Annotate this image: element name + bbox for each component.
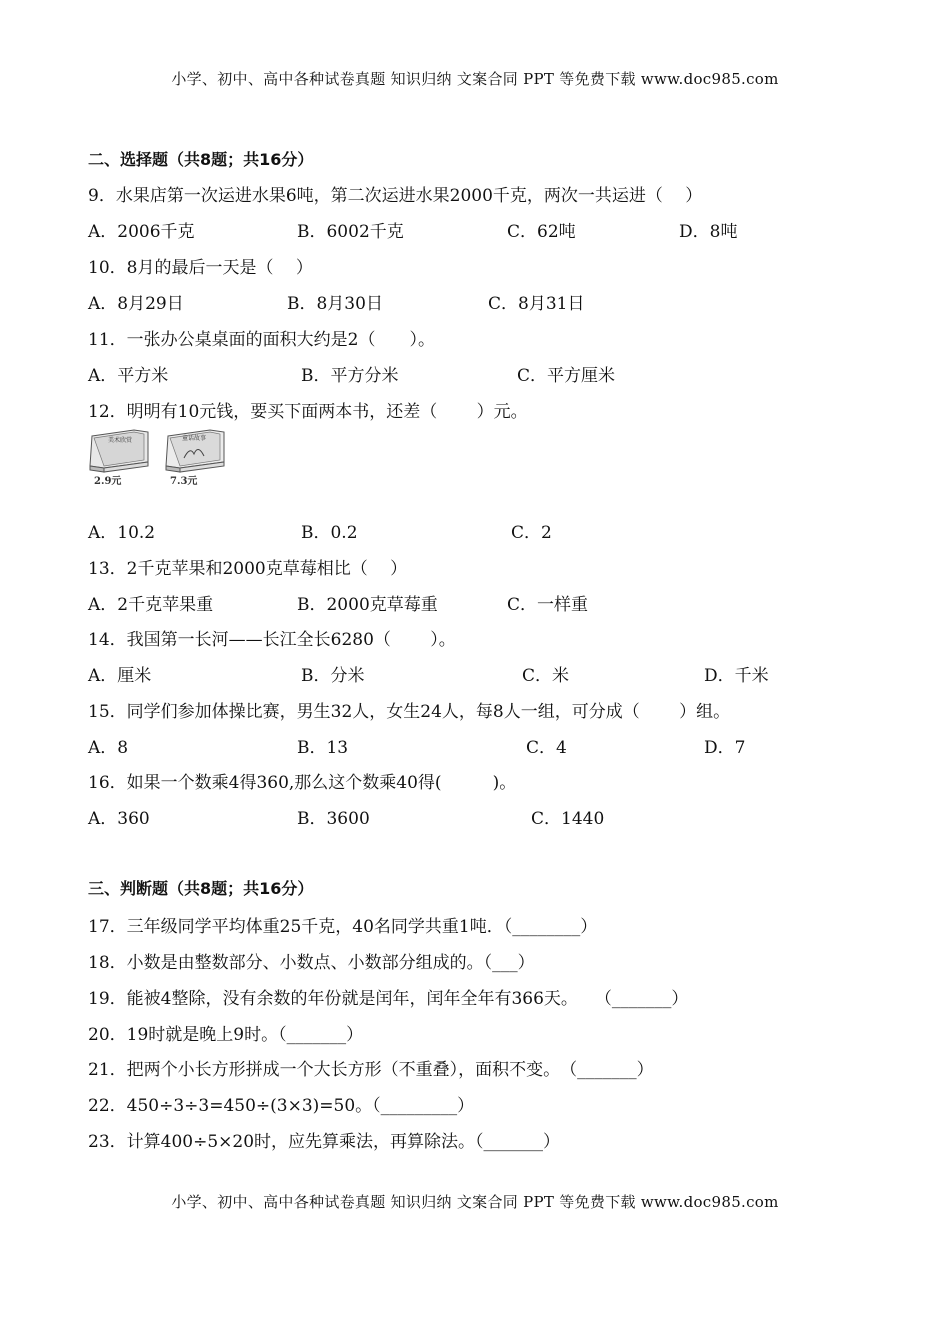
q10-option-a: A．8月29日 bbox=[88, 294, 184, 314]
page-header: 小学、初中、高中各种试卷真题 知识归纳 文案合同 PPT 等免费下载 www.doc985.com bbox=[171, 70, 779, 88]
section-title-choice: 二、选择题（共8题；共16分） bbox=[88, 150, 314, 169]
q9-option-b: B．6002千克 bbox=[297, 222, 404, 242]
q13-option-b: B．2000克草莓重 bbox=[297, 595, 438, 615]
q16-option-a: A．360 bbox=[88, 809, 150, 829]
q15-option-d: D．7 bbox=[704, 738, 746, 758]
q15-option-b: B．13 bbox=[297, 738, 349, 758]
question-21: 21．把两个小长方形拼成一个大长方形（不重叠），面积不变。 （_______） bbox=[88, 1060, 654, 1080]
q10-option-b: B．8月30日 bbox=[287, 294, 383, 314]
question-14: 14．我国第一长河——长江全长6280（ ）。 bbox=[88, 630, 456, 650]
question-10: 10．8月的最后一天是（ ） bbox=[88, 258, 313, 278]
q11-option-c: C．平方厘米 bbox=[517, 366, 616, 386]
q9-option-c: C．62吨 bbox=[507, 222, 576, 242]
book-1-title: 美术欣赏 bbox=[108, 437, 133, 444]
question-17: 17．三年级同学平均体重25千克，40名同学共重1吨．（________） bbox=[88, 917, 598, 937]
q12-option-c: C．2 bbox=[511, 523, 552, 543]
q14-option-c: C．米 bbox=[522, 666, 570, 686]
q13-option-c: C．一样重 bbox=[507, 595, 589, 615]
q16-option-b: B．3600 bbox=[297, 809, 370, 829]
q10-option-c: C．8月31日 bbox=[488, 294, 585, 314]
q9-option-a: A．2006千克 bbox=[88, 222, 195, 242]
question-18: 18．小数是由整数部分、小数点、小数部分组成的。（___） bbox=[88, 953, 535, 973]
question-20: 20．19时就是晚上9时。（_______） bbox=[88, 1025, 364, 1045]
question-16: 16．如果一个数乘4得360,那么这个数乘40得( )。 bbox=[88, 773, 517, 793]
q14-option-b: B．分米 bbox=[301, 666, 365, 686]
book-1-price: 2.9元 bbox=[94, 476, 122, 487]
book-art-appreciation-icon bbox=[90, 430, 148, 472]
question-23: 23．计算400÷5×20时，应先算乘法，再算除法。（_______） bbox=[88, 1132, 561, 1152]
question-12: 12．明明有10元钱，要买下面两本书，还差（ ）元。 bbox=[88, 402, 528, 422]
section-title-judgement: 三、判断题（共8题；共16分） bbox=[88, 879, 314, 898]
q11-option-b: B．平方分米 bbox=[301, 366, 399, 386]
question-9: 9．水果店第一次运进水果6吨，第二次运进水果2000千克，两次一共运进（ ） bbox=[88, 186, 703, 206]
q14-option-a: A．厘米 bbox=[88, 666, 152, 686]
book-illustration bbox=[86, 426, 236, 490]
q14-option-d: D．千米 bbox=[704, 666, 769, 686]
page-footer: 小学、初中、高中各种试卷真题 知识归纳 文案合同 PPT 等免费下载 www.doc985.com bbox=[171, 1193, 779, 1211]
q16-option-c: C．1440 bbox=[531, 809, 605, 829]
q13-option-a: A．2千克苹果重 bbox=[88, 595, 214, 615]
question-15: 15．同学们参加体操比赛，男生32人，女生24人，每8人一组，可分成（ ）组。 bbox=[88, 702, 731, 722]
book-2-price: 7.3元 bbox=[170, 476, 198, 487]
question-19: 19．能被4整除，没有余数的年份就是闰年，闰年全年有366天。 （_______） bbox=[88, 989, 689, 1009]
q9-option-d: D．8吨 bbox=[679, 222, 738, 242]
q15-option-c: C．4 bbox=[526, 738, 567, 758]
q11-option-a: A．平方米 bbox=[88, 366, 169, 386]
question-11: 11．一张办公桌桌面的面积大约是2（ ）。 bbox=[88, 330, 435, 350]
question-13: 13．2千克苹果和2000克草莓相比（ ） bbox=[88, 559, 408, 579]
q12-option-b: B．0.2 bbox=[301, 523, 358, 543]
q15-option-a: A．8 bbox=[88, 738, 129, 758]
q12-option-a: A．10.2 bbox=[88, 523, 156, 543]
question-22: 22．450÷3÷3=450÷(3×3)=50。（_________） bbox=[88, 1096, 475, 1116]
book-fairy-tale-icon bbox=[166, 430, 224, 472]
book-2-title: 童话故事 bbox=[182, 435, 207, 442]
